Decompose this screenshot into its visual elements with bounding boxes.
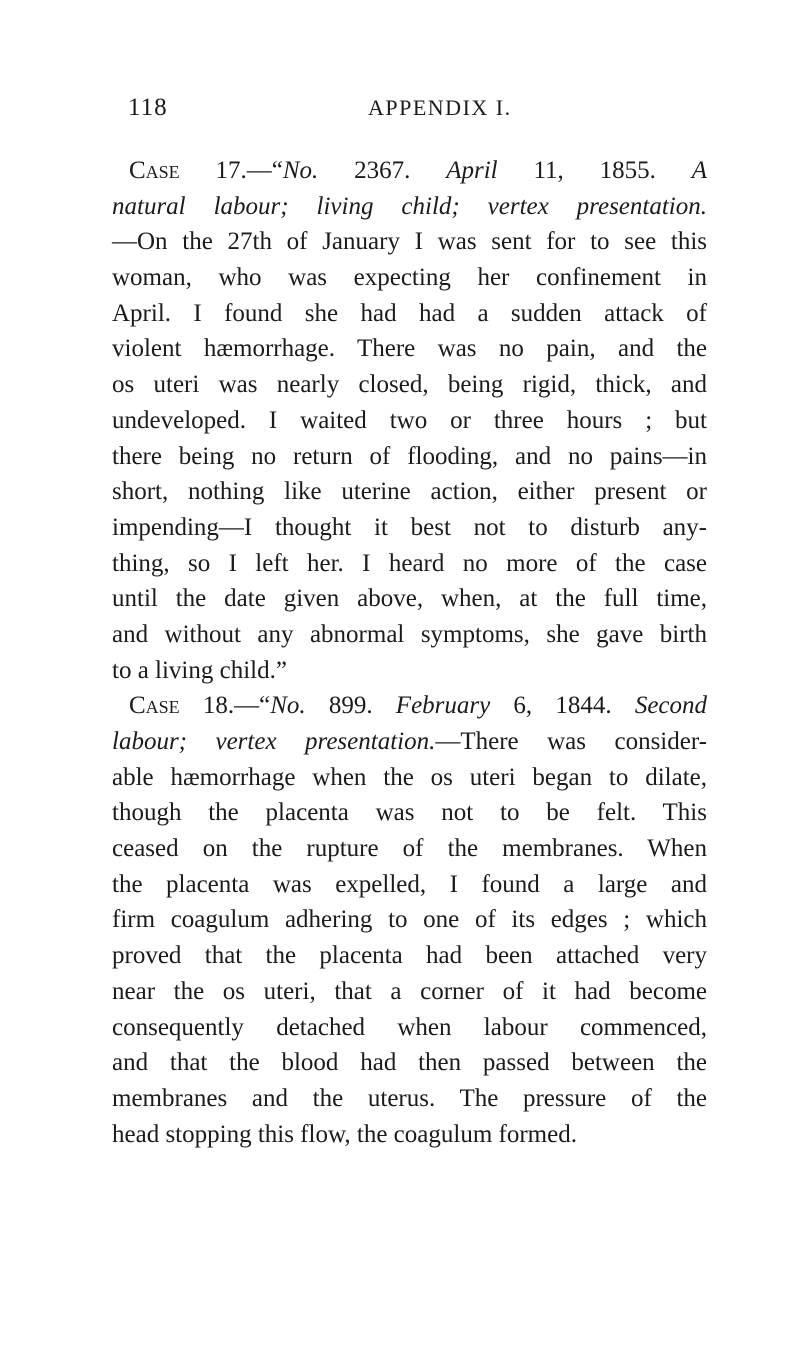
running-head: [128, 88, 708, 128]
text-run: —There was consider-: [435, 728, 707, 755]
text-run: natural labour; living child; vertex presentation.: [112, 192, 707, 220]
text-line: [112, 974, 707, 1010]
text-line: [112, 795, 707, 831]
text-run: until the date given above, when, at the full time,: [112, 585, 707, 613]
text-line: [112, 1045, 707, 1081]
text-run: 2367.: [318, 157, 447, 184]
text-line: [112, 260, 707, 296]
text-run: No.: [270, 692, 306, 720]
text-line: [112, 367, 707, 403]
text-run: ceased on the rupture of the membranes. When: [112, 835, 707, 863]
text-line: [112, 439, 707, 475]
text-line: [112, 1117, 707, 1153]
text-run: and without any abnormal symptoms, she gave birth: [112, 620, 707, 648]
text-line: [112, 510, 707, 546]
text-run: near the os uteri, that a corner of it had become: [112, 977, 707, 1005]
text-line: [112, 831, 707, 867]
case-18-paragraph: [112, 688, 707, 1152]
text-line: [112, 902, 707, 938]
text-run: 6, 1844.: [490, 692, 635, 720]
running-head-title: APPENDIX I.: [368, 95, 512, 120]
text-run: the placenta was expelled, I found a large and: [112, 870, 707, 898]
text-line: [112, 760, 707, 796]
text-run: violent hæmorrhage. There was no pain, and the: [112, 335, 707, 363]
text-line: [112, 724, 707, 760]
text-line: [112, 189, 707, 225]
text-run: February: [395, 692, 491, 720]
text-run: though the placenta was not to be felt. This: [112, 799, 707, 827]
text-run: and that the blood had then passed between the: [112, 1049, 707, 1077]
text-line: [112, 867, 707, 903]
case-17-paragraph: [112, 153, 707, 688]
text-run: No.: [282, 157, 319, 184]
text-run: Second: [634, 692, 708, 720]
text-line: [112, 331, 707, 367]
text-line: [112, 581, 707, 617]
text-line: [112, 296, 707, 332]
text-run: thing, so I left her. I heard no more of the case: [112, 549, 707, 577]
text-run: short, nothing like uterine action, either present or: [112, 478, 707, 506]
page-number: 118: [128, 94, 168, 121]
text-line: [112, 617, 707, 653]
text-line: [112, 688, 707, 724]
text-line: [112, 1010, 707, 1046]
text-line: [112, 653, 707, 689]
text-run: 899.: [305, 692, 396, 720]
text-run: proved that the placenta had been attached very: [112, 942, 707, 970]
text-run: labour; vertex presentation.: [112, 728, 436, 755]
text-run: 11, 1855.: [497, 157, 692, 184]
text-line: [112, 938, 707, 974]
text-run: woman, who was expecting her confinement in: [112, 264, 707, 292]
text-line: [112, 224, 707, 260]
text-run: head stopping this flow, the coagulum formed.: [112, 1120, 577, 1148]
text-line: [112, 403, 707, 439]
text-run: April: [446, 157, 498, 184]
text-run: able hæmorrhage when the os uteri began to dilate,: [112, 763, 707, 791]
text-run: impending—I thought it best not to disturb any-: [112, 513, 707, 541]
text-line: [112, 153, 707, 189]
text-line: [112, 1081, 707, 1117]
text-run: there being no return of flooding, and no pains—in: [112, 442, 707, 470]
text-line: [112, 546, 707, 582]
text-run: undeveloped. I waited two or three hours ; but: [112, 406, 707, 434]
text-run: Case 18.—“: [129, 692, 271, 720]
text-line: [112, 474, 707, 510]
text-run: firm coagulum adhering to one of its edges ; which: [112, 906, 707, 934]
text-run: Case 17.—“: [129, 157, 283, 184]
body-text: [112, 153, 707, 1152]
text-run: consequently detached when labour commenced,: [112, 1013, 707, 1041]
text-run: to a living child.”: [112, 656, 287, 684]
text-run: —On the 27th of January I was sent for to see this: [112, 228, 707, 256]
text-run: membranes and the uterus. The pressure of the: [112, 1084, 707, 1112]
text-run: os uteri was nearly closed, being rigid, thick, and: [112, 371, 707, 399]
text-run: April. I found she had had a sudden attack of: [112, 299, 707, 327]
text-run: A: [691, 157, 708, 184]
